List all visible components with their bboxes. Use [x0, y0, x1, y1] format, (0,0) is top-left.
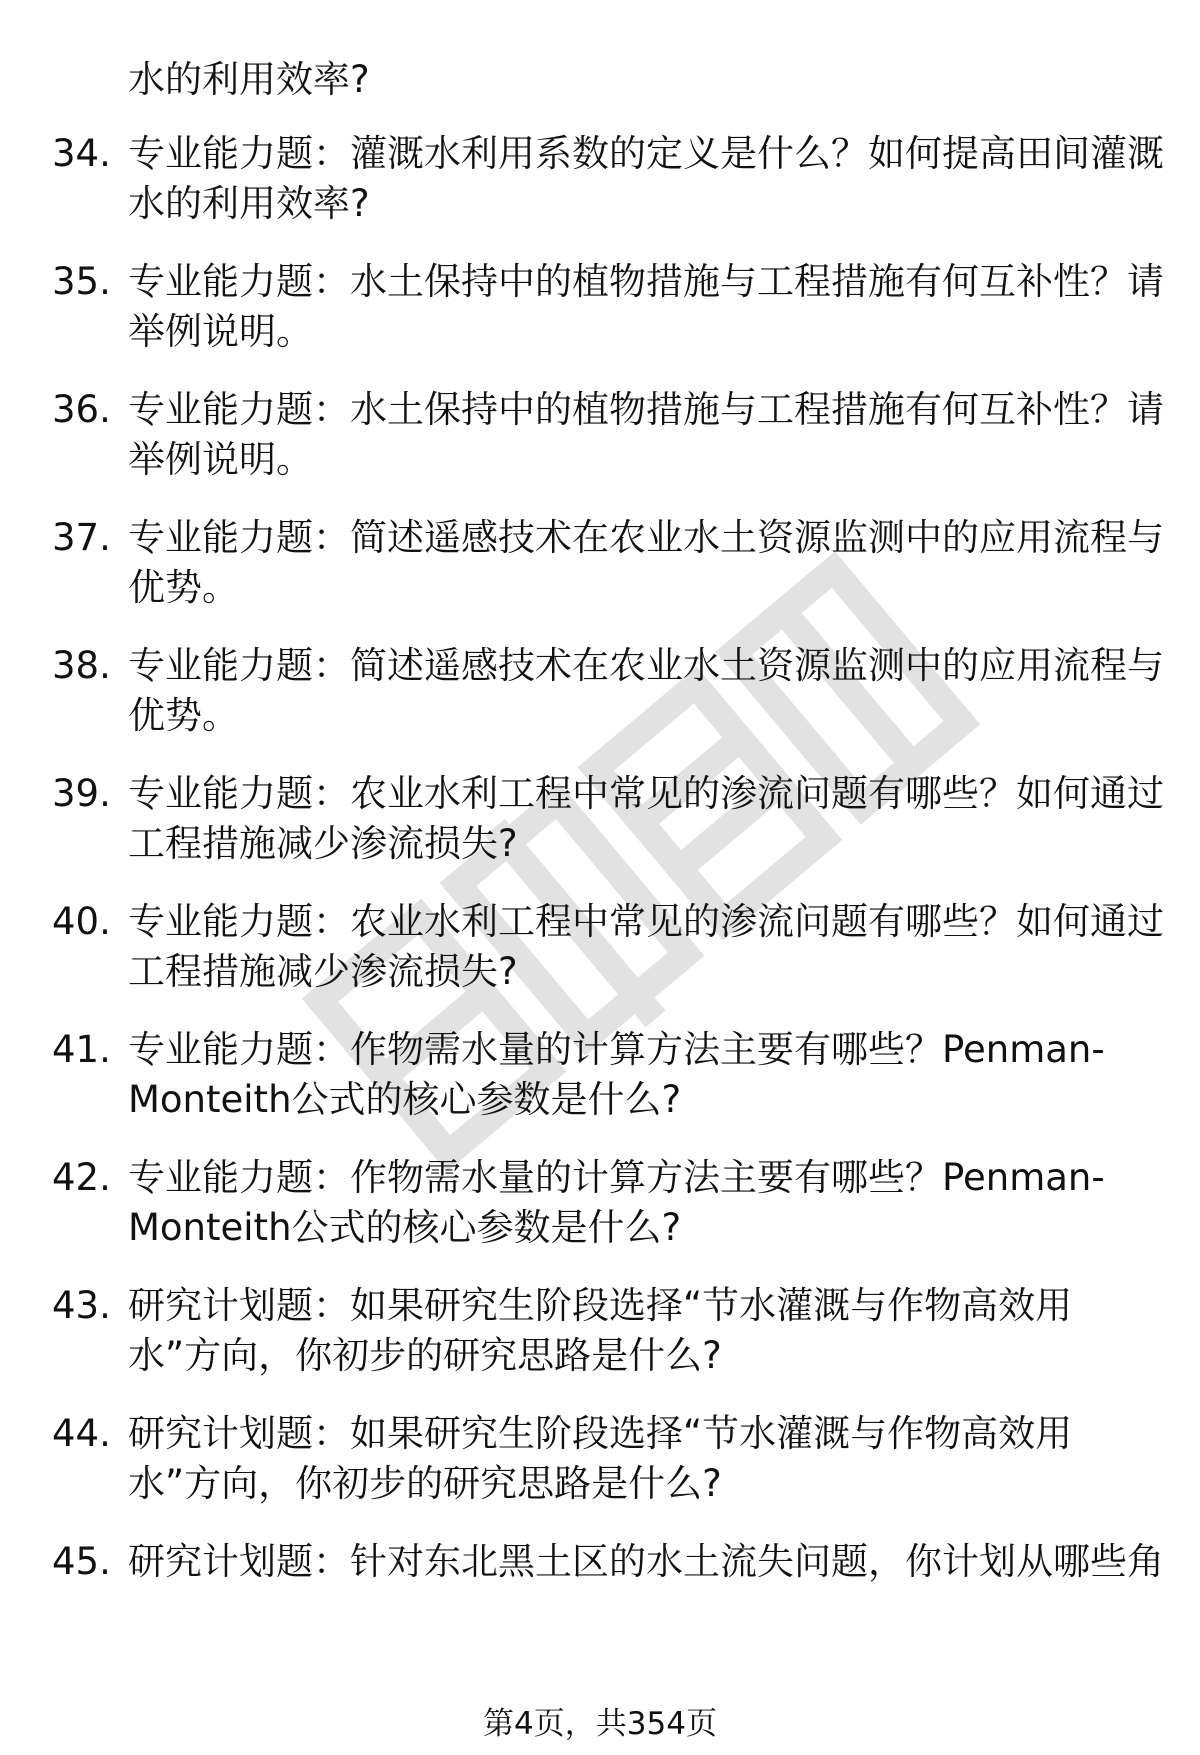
question-number: 42. [52, 1156, 111, 1199]
question-text: 专业能力题：简述遥感技术在农业水土资源监测中的应用流程与 [128, 644, 1164, 687]
question-text: 研究计划题：如果研究生阶段选择“节水灌溉与作物高效用 [128, 1412, 1073, 1455]
page-footer: 第4页，共354页 [483, 1706, 717, 1742]
question-text-continued: 举例说明。 [128, 310, 313, 353]
continuation-text: 水的利用效率? [128, 58, 370, 101]
question-text-continued: 工程措施减少渗流损失? [128, 950, 518, 993]
question-number: 44. [52, 1412, 111, 1455]
question-number: 36. [52, 388, 111, 431]
question-text-continued: 水的利用效率? [128, 182, 370, 225]
question-text: 研究计划题：如果研究生阶段选择“节水灌溉与作物高效用 [128, 1284, 1073, 1327]
question-text: 专业能力题：农业水利工程中常见的渗流问题有哪些？如何通过 [128, 772, 1164, 815]
question-text-continued: 优势。 [128, 566, 239, 609]
question-text: 专业能力题：作物需水量的计算方法主要有哪些？Penman- [128, 1156, 1105, 1199]
question-text-continued: 优势。 [128, 694, 239, 737]
question-number: 39. [52, 772, 111, 815]
question-text: 专业能力题：水土保持中的植物措施与工程措施有何互补性？请 [128, 260, 1164, 303]
question-text-continued: 工程措施减少渗流损失? [128, 822, 518, 865]
question-number: 38. [52, 644, 111, 687]
question-text-continued: Monteith公式的核心参数是什么? [128, 1078, 682, 1121]
question-text: 专业能力题：水土保持中的植物措施与工程措施有何互补性？请 [128, 388, 1164, 431]
question-number: 43. [52, 1284, 111, 1327]
question-number: 40. [52, 900, 111, 943]
question-text: 专业能力题：作物需水量的计算方法主要有哪些？Penman- [128, 1028, 1105, 1071]
question-text-continued: 举例说明。 [128, 438, 313, 481]
question-text: 专业能力题：简述遥感技术在农业水土资源监测中的应用流程与 [128, 516, 1164, 559]
question-number: 45. [52, 1540, 111, 1583]
question-text: 专业能力题：农业水利工程中常见的渗流问题有哪些？如何通过 [128, 900, 1164, 943]
question-number: 41. [52, 1028, 111, 1071]
question-text-continued: Monteith公式的核心参数是什么? [128, 1206, 682, 1249]
question-text: 专业能力题：灌溉水利用系数的定义是什么？如何提高田间灌溉 [128, 132, 1164, 175]
question-text-continued: 水”方向，你初步的研究思路是什么? [128, 1462, 722, 1505]
question-number: 34. [52, 132, 111, 175]
question-number: 37. [52, 516, 111, 559]
question-number: 35. [52, 260, 111, 303]
question-text-continued: 水”方向，你初步的研究思路是什么? [128, 1334, 722, 1377]
question-text: 研究计划题：针对东北黑土区的水土流失问题，你计划从哪些角 [128, 1540, 1164, 1583]
